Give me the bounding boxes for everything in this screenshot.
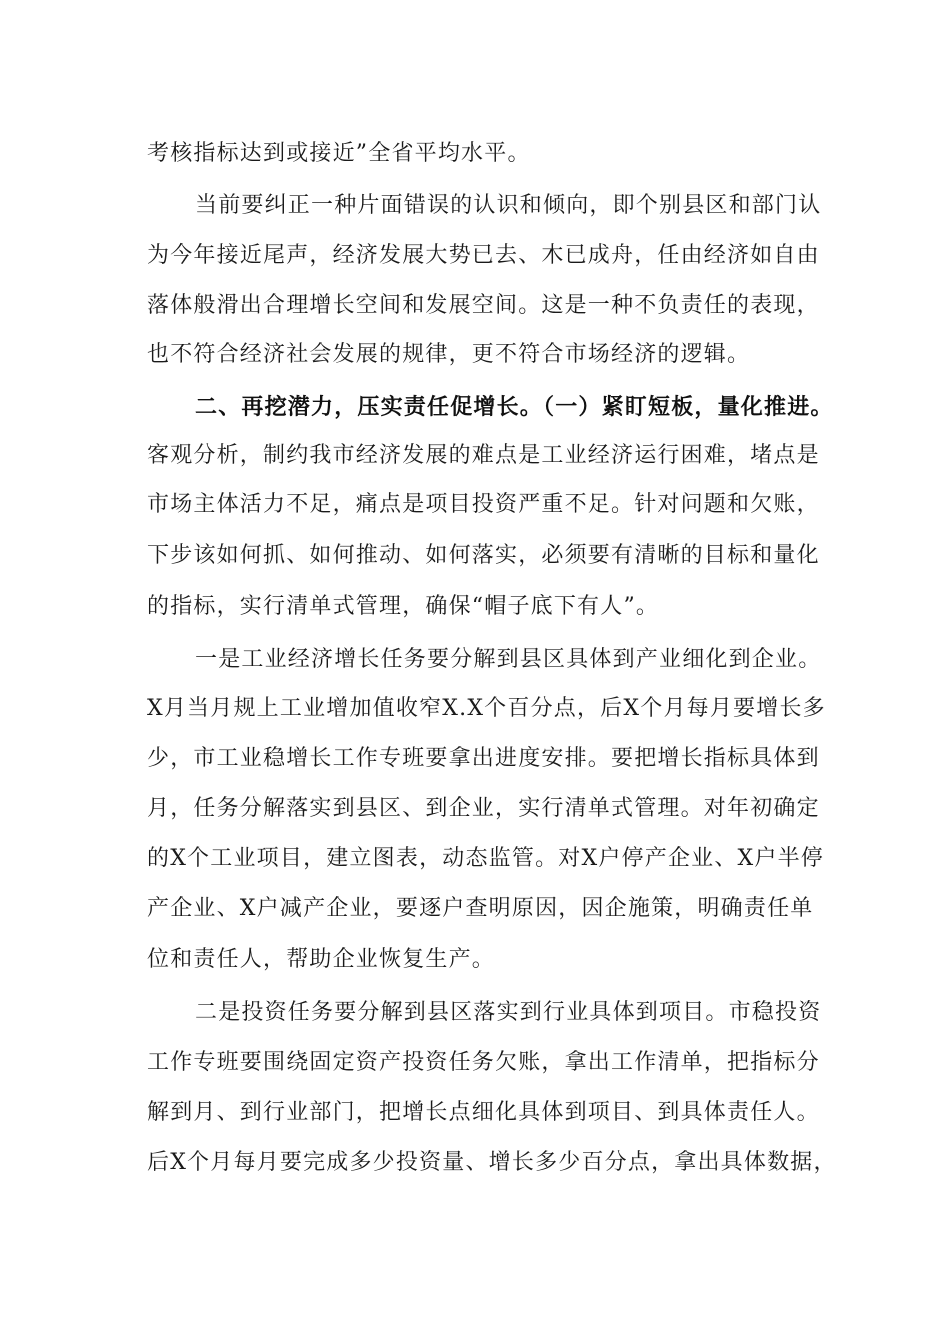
text-line: 工作专班要围绕固定资产投资任务欠账，拿出工作清单，把指标分 xyxy=(147,1050,820,1075)
text-line: 产企业、X户减产企业，要逐户查明原因，因企施策，明确责任单 xyxy=(147,896,814,921)
text-line: 考核指标达到或接近”全省平均水平。 xyxy=(147,141,531,166)
text-line: 的指标，实行清单式管理，确保“帽子底下有人”。 xyxy=(147,594,660,619)
text-line: 下步该如何抓、如何推动、如何落实，必须要有清晰的目标和量化 xyxy=(147,543,820,568)
text-line: 解到月、到行业部门，把增长点细化具体到项目、到具体责任人。 xyxy=(147,1100,820,1125)
paragraph-start: 当前要纠正一种片面错误的认识和倾向，即个别县区和部门认 xyxy=(195,193,822,218)
text-line: 落体般滑出合理增长空间和发展空间。这是一种不负责任的表现， xyxy=(147,293,820,318)
text-line: 为今年接近尾声，经济发展大势已去、木已成舟，任由经济如自由 xyxy=(147,243,820,268)
paragraph-start: 二是投资任务要分解到县区落实到行业具体到项目。市稳投资 xyxy=(195,1000,822,1025)
text-line: 客观分析，制约我市经济发展的难点是工业经济运行困难，堵点是 xyxy=(147,443,820,468)
text-line: 的X个工业项目，建立图表，动态监管。对X户停产企业、X户半停 xyxy=(147,846,824,871)
text-line: 后X个月每月要完成多少投资量、增长多少百分点，拿出具体数据， xyxy=(147,1150,837,1175)
text-line: 也不符合经济社会发展的规律，更不符合市场经济的逻辑。 xyxy=(147,342,751,367)
text-line: 市场主体活力不足，痛点是项目投资严重不足。针对问题和欠账， xyxy=(147,492,820,517)
text-line: X月当月规上工业增加值收窄X.X个百分点，后X个月每月要增长多 xyxy=(147,696,826,721)
text-line: 月，任务分解落实到县区、到企业，实行清单式管理。对年初确定 xyxy=(147,796,820,821)
section-heading: 二、再挖潜力，压实责任促增长。（一）紧盯短板，量化推进。 xyxy=(195,394,834,420)
paragraph-start: 一是工业经济增长任务要分解到县区具体到产业细化到企业。 xyxy=(195,647,822,672)
text-line: 少，市工业稳增长工作专班要拿出进度安排。要把增长指标具体到 xyxy=(147,746,820,771)
text-line: 位和责任人，帮助企业恢复生产。 xyxy=(147,947,496,972)
